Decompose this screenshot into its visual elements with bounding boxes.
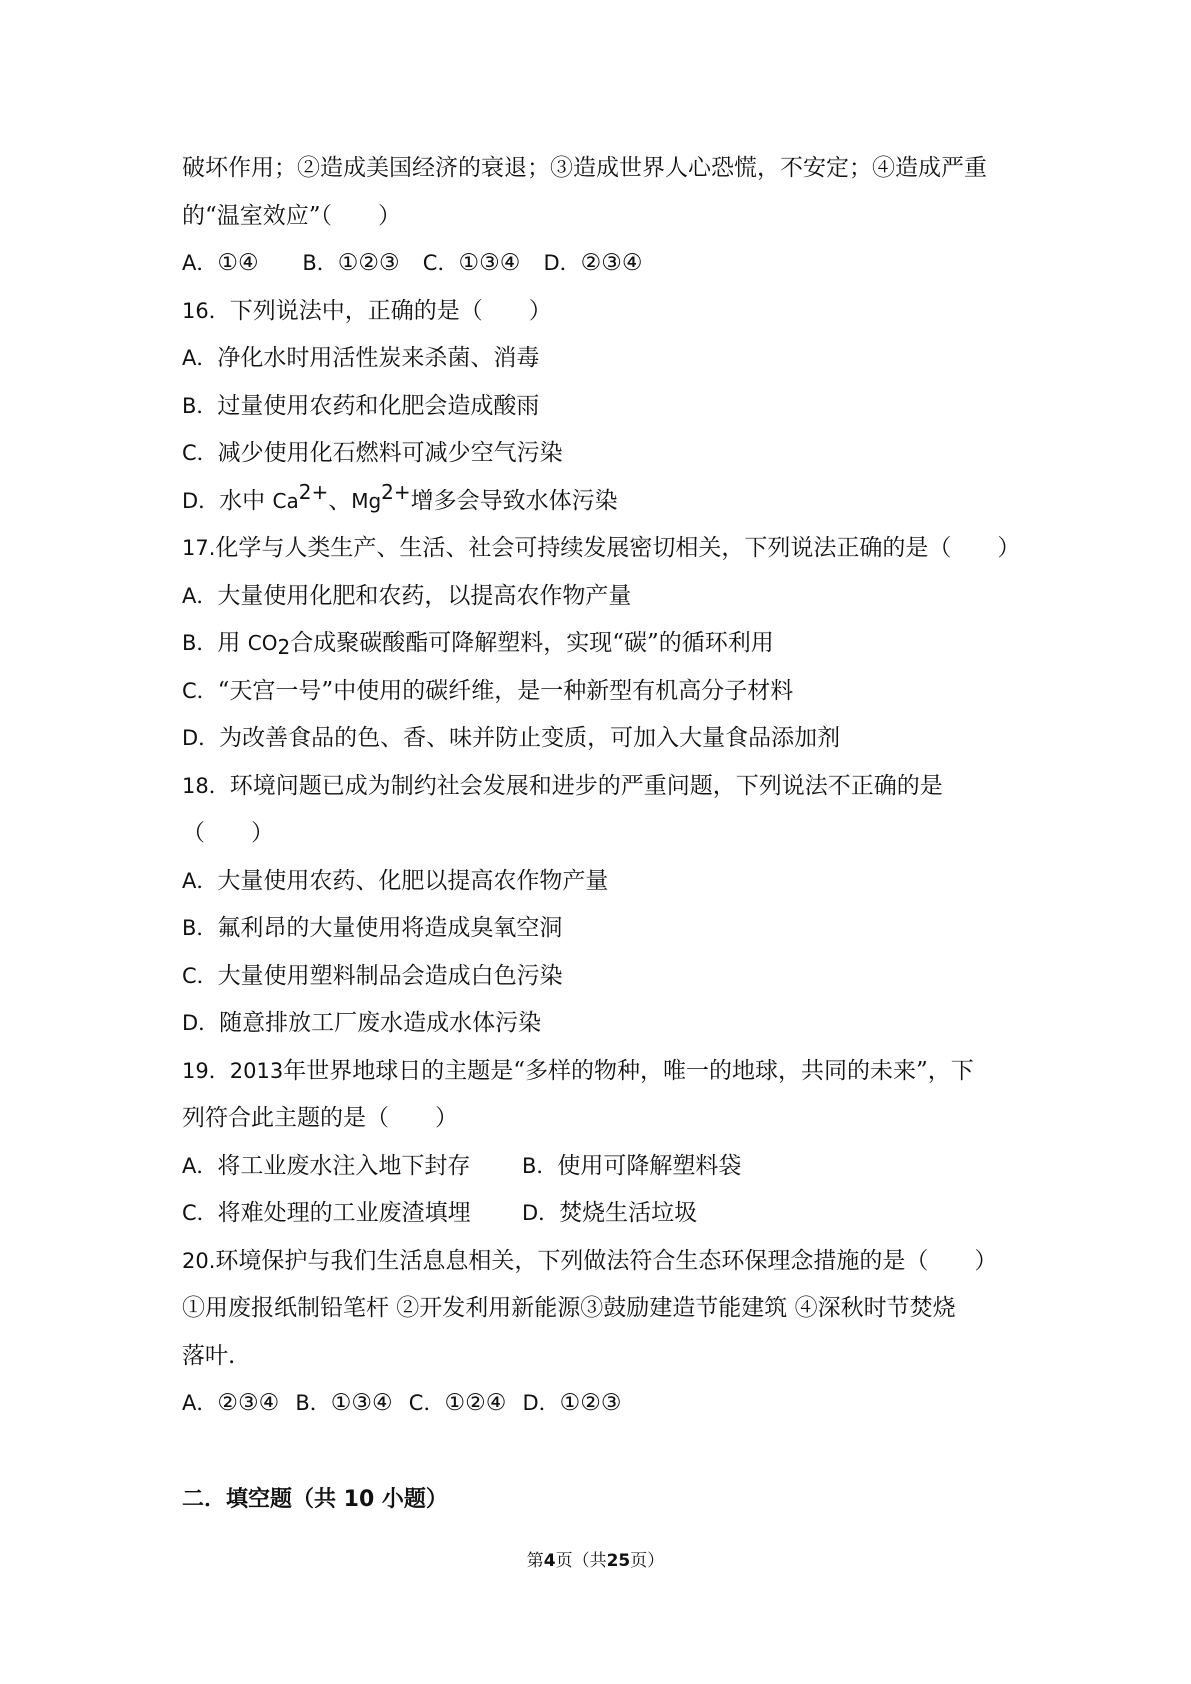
q19-option-a-label: A． bbox=[182, 1153, 218, 1178]
q18-number: 18． bbox=[182, 773, 230, 798]
q19-option-d bbox=[522, 1200, 697, 1226]
q20-number: 20. bbox=[182, 1248, 216, 1273]
footer-middle: 页（共 bbox=[555, 1551, 607, 1571]
q20-stem: 环境保护与我们生活息息相关，下列做法符合生态环保理念措施的是（ ） bbox=[215, 1247, 998, 1274]
q16-calcium-ion: Ca bbox=[272, 488, 299, 513]
q15-option-d-text: ②③④ bbox=[580, 250, 643, 276]
q19-option-d-text: 焚烧生活垃圾 bbox=[559, 1200, 698, 1226]
q17-option-a-label: A． bbox=[182, 583, 218, 608]
q19-option-c-label: C． bbox=[182, 1201, 218, 1225]
q17-option-b-pre: 用 bbox=[217, 630, 248, 656]
q19-option-a-text: 将工业废水注入地下封存 bbox=[217, 1152, 471, 1179]
q18-option-a bbox=[182, 858, 1022, 906]
q15-options bbox=[182, 240, 1022, 288]
q20-option-c-label: C． bbox=[408, 1391, 445, 1415]
q16-option-b-label: B． bbox=[182, 393, 218, 418]
q16-stem: 下列说法中，正确的是（ ） bbox=[229, 297, 552, 324]
q16-option-b-text: 过量使用农药和化肥会造成酸雨 bbox=[217, 392, 540, 419]
q18-option-d-text: 随意排放工厂废水造成水体污染 bbox=[219, 1010, 542, 1036]
q20-items-line2: 落叶. bbox=[182, 1342, 236, 1369]
q19-options-ab bbox=[182, 1143, 1022, 1191]
q18-option-c bbox=[182, 953, 1022, 1001]
q19-stem-line2: 列符合此主题的是（ ） bbox=[182, 1105, 458, 1131]
q17-co2-subscript: 2 bbox=[277, 635, 291, 659]
q16-option-c-label: C． bbox=[182, 441, 218, 465]
q19-stem: 年世界地球日的主题是“多样的物种，唯一的地球，共同的未来”，下 bbox=[283, 1057, 974, 1084]
q17-option-d-label: D． bbox=[182, 726, 220, 750]
footer-total-pages: 25 bbox=[606, 1551, 631, 1571]
q19-option-b-text: 使用可降解塑料袋 bbox=[557, 1152, 742, 1179]
q15-option-d-label: D． bbox=[543, 251, 581, 275]
q18-option-d bbox=[182, 1000, 1022, 1048]
q15-option-b-label: B． bbox=[302, 251, 338, 275]
q16-option-d-label: D． bbox=[182, 488, 220, 513]
q20-options bbox=[182, 1380, 1022, 1428]
q18-option-b bbox=[182, 905, 1022, 953]
q15-option-c-label: C． bbox=[422, 251, 459, 275]
page-footer bbox=[0, 1546, 1191, 1571]
q18-stem-line2: （ ） bbox=[182, 820, 274, 846]
q19-option-a bbox=[182, 1143, 522, 1191]
q16-option-a-label: A． bbox=[182, 346, 218, 370]
q16-magnesium-ion: Mg bbox=[351, 488, 382, 513]
q19-option-c bbox=[182, 1190, 522, 1238]
q20-stem-line bbox=[182, 1238, 1022, 1286]
q19-option-b bbox=[522, 1153, 741, 1179]
q17-number: 17. bbox=[182, 536, 216, 560]
q18-stem: 环境问题已成为制约社会发展和进步的严重问题，下列说法不正确的是 bbox=[229, 772, 943, 799]
q19-year: 2013 bbox=[229, 1058, 284, 1083]
q17-option-b-post: 合成聚碳酸酯可降解塑料，实现“碳”的循环利用 bbox=[290, 630, 774, 656]
q17-option-c-label: C． bbox=[182, 678, 218, 703]
q19-number: 19． bbox=[182, 1058, 230, 1083]
q16-option-b bbox=[182, 383, 1022, 431]
q16-calcium-charge: 2+ bbox=[298, 479, 329, 504]
q18-option-b-label: B． bbox=[182, 916, 218, 940]
q20-option-b-label: B． bbox=[295, 1391, 331, 1415]
section-title-fill-in: 二．填空题（共 10 小题） bbox=[182, 1486, 448, 1512]
q15-option-a-text: ①④ bbox=[217, 250, 259, 276]
q19-option-c-text: 将难处理的工业废渣填埋 bbox=[217, 1200, 471, 1226]
q19-options-cd bbox=[182, 1190, 1022, 1238]
q17-option-a bbox=[182, 573, 1022, 621]
footer-prefix: 第 bbox=[526, 1551, 544, 1571]
q17-option-b bbox=[182, 620, 1022, 668]
q16-option-a bbox=[182, 335, 1022, 383]
q16-number: 16． bbox=[182, 298, 230, 323]
question-content bbox=[182, 145, 1022, 1523]
q17-co2-formula: CO bbox=[247, 631, 278, 655]
q15-option-a-label: A． bbox=[182, 251, 218, 275]
q15-line2: 的“温室效应”（ ） bbox=[182, 202, 402, 229]
footer-suffix: 页） bbox=[630, 1551, 665, 1571]
q17-stem: 化学与人类生产、生活、社会可持续发展密切相关，下列说法正确的是（ ） bbox=[215, 535, 1021, 561]
q17-option-d bbox=[182, 715, 1022, 763]
q17-option-b-label: B． bbox=[182, 631, 218, 655]
q20-option-d-text: ①②③ bbox=[559, 1390, 622, 1416]
q15-line1: 破坏作用；②造成美国经济的衰退；③造成世界人心恐慌，不安定；④造成严重 bbox=[182, 155, 987, 181]
q19-stem-line bbox=[182, 1048, 1022, 1096]
q16-option-d-pre: 水中 bbox=[219, 487, 273, 514]
q16-option-c bbox=[182, 430, 1022, 478]
q18-stem-line bbox=[182, 763, 1022, 811]
q20-option-c-text: ①②④ bbox=[444, 1390, 507, 1416]
q18-option-a-text: 大量使用农药、化肥以提高农作物产量 bbox=[217, 867, 609, 894]
q16-option-d-sep: 、 bbox=[328, 487, 352, 514]
footer-page-number: 4 bbox=[543, 1551, 556, 1571]
q17-option-d-text: 为改善食品的色、香、味并防止变质，可加入大量食品添加剂 bbox=[219, 725, 841, 751]
q16-option-d-post: 增多会导致水体污染 bbox=[410, 487, 618, 514]
q18-option-a-label: A． bbox=[182, 868, 218, 893]
q18-option-b-text: 氟利昂的大量使用将造成臭氧空洞 bbox=[217, 915, 563, 941]
q16-option-d bbox=[182, 478, 1022, 526]
q15-option-c-text: ①③④ bbox=[458, 250, 521, 276]
q20-option-a-label: A． bbox=[182, 1391, 218, 1415]
q20-option-b-text: ①③④ bbox=[330, 1390, 393, 1416]
q16-option-c-text: 减少使用化石燃料可减少空气污染 bbox=[217, 440, 563, 466]
q18-option-d-label: D． bbox=[182, 1011, 220, 1035]
q17-stem-line bbox=[182, 525, 1022, 573]
q20-items-line: ①用废报纸制铅笔杆 ②开发利用新能源③鼓励建造节能建筑 ④深秋时节焚烧 bbox=[182, 1295, 956, 1321]
q19-option-d-label: D． bbox=[522, 1201, 560, 1225]
section-spacer bbox=[182, 1428, 1022, 1476]
q15-option-b-text: ①②③ bbox=[337, 250, 400, 276]
q17-option-a-text: 大量使用化肥和农药，以提高农作物产量 bbox=[217, 582, 632, 609]
q16-stem-line bbox=[182, 288, 1022, 336]
q18-option-c-label: C． bbox=[182, 963, 218, 988]
q20-option-a-text: ②③④ bbox=[217, 1390, 280, 1416]
q16-option-a-text: 净化水时用活性炭来杀菌、消毒 bbox=[217, 345, 540, 371]
q19-option-b-label: B． bbox=[522, 1153, 558, 1178]
q17-option-c bbox=[182, 668, 1022, 716]
q20-option-d-label: D． bbox=[522, 1391, 560, 1415]
q18-option-c-text: 大量使用塑料制品会造成白色污染 bbox=[217, 962, 563, 989]
q16-magnesium-charge: 2+ bbox=[381, 479, 411, 504]
q17-option-c-text: “天宫一号”中使用的碳纤维，是一种新型有机高分子材料 bbox=[217, 677, 794, 704]
